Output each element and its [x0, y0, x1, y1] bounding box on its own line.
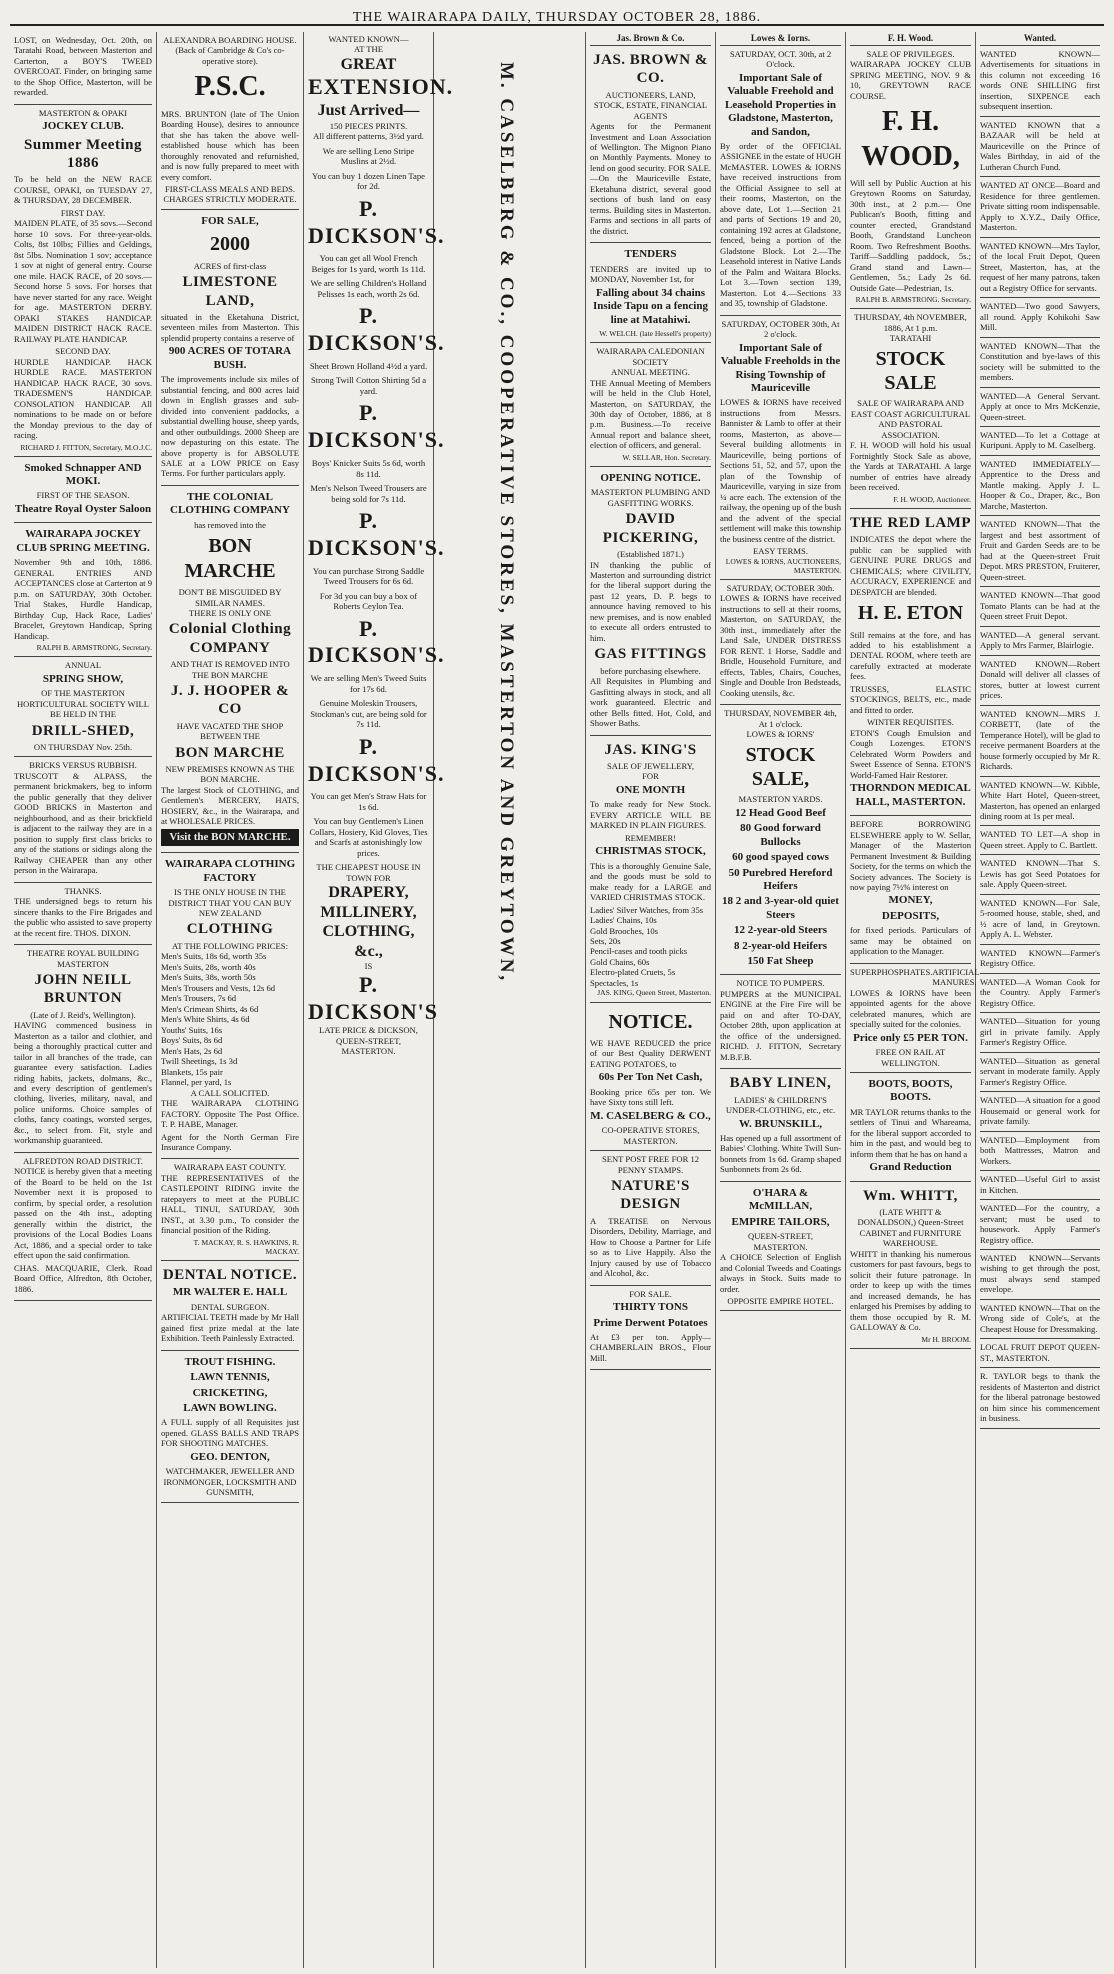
tailor-ad: THEATRE ROYAL BUILDING MASTERTON JOHN NEILL BRUNTON (Late of J. Reid's, Wellington). HAVING commenced business in Masterton as a tailor and clothier, and being a thoroughly practical cutter and tailor in all branches of the trade, can guarantee every satisfaction. Ladies riding habits, jackets, dolmans, &c., and every description of gentlemen's clothing, liveries, military, naval, and police uniforms. Choice samples of cloths, fancy coatings, worsted serges, &c., to select from. Fit, style and workmanship guaranteed.: [14, 945, 152, 1153]
dickson-block: Strong Twill Cotton Shirting 5d a yard.: [310, 375, 427, 396]
bricks-ad: BRICKS VERSUS RUBBISH. TRUSCOTT & ALPASS, the permanent brickmakers, beg to inform the public generally that they deliver GOOD BRICKS in Masterton and neighbourhood, and as their brickfield is adjacent to the railway they are in a position to supply first class bricks to any of the stations or sidings along the Railway CHEAPER than any other person in the Wairarapa.: [14, 757, 152, 882]
dickson-block: You can get all Wool French Beiges for 1s yard, worth 1s 11d.: [311, 253, 426, 274]
wanted-item: WANTED KNOWN—Advertisements for situations in this column not exceeding 16 words ONE SHILLING first insertion, SIXPENCE each subsequent insertion.: [980, 46, 1100, 117]
manure-ad: SUPERPHOSPHATES. ARTIFICIAL MANURES. LOWES & IORNS have been appointed agents for the above celebrated manures, which are specially suited for the colonies. Price only £5 PER TON. FREE ON RAIL AT WELLINGTON.: [850, 964, 971, 1073]
price-row: Ladies' Chains, 10s: [590, 915, 657, 926]
masthead: THE WAIRARAPA DAILY, THURSDAY OCTOBER 28, 1886.: [10, 4, 1104, 26]
column-5: Jas. Brown & Co. JAS. BROWN & CO. AUCTIONEERS, LAND, STOCK, ESTATE, FINANCIAL AGENTS Agents for the Permanent Investment and Loan Association of Wellington. The Mignon Piano on Monthly Payments. Money to lend on good security. FOR SALE.—On the Mauriceville Estate, Eketahuna district, several good sections of bush land on easy terms. Building sites in Masterton. Farms and sections in all parts of the district. TENDERS TENDERS are invited up to MONDAY, November 1st, for Falling about 34 chains Inside Tapu on a fencing line at Matahiwi. W. WELCH. (late Hessell's property) WAIRARAPA CALEDONIAN SOCIETY ANNUAL MEETING. THE Annual Meeting of Members will be held in the Club Hotel, Masterton, on SATURDAY, the 30th day of October, 1886, at 8 p.m. Business.—To receive Annual report and balance sheet, election of officers, and general. W. SELLAR, Hon. Secretary. OPENING NOTICE. MASTERTON PLUMBING AND GASFITTING WORKS. DAVID PICKERING, (Established 1871.) IN thanking the public of Masterton and surrounding district for the liberal support during the past 12 years, D. P. begs to announce having removed to his new premises, and is now enabled to execute all orders entrusted to him. GAS FITTINGS before purchasing elsewhere. All Requisites in Plumbing and Gasfitting always in stock, and all work guaranteed. Electric and other Bells fitted. Hot, Cold, and Shower Baths. JAS. KING'S SALE OF JEWELLERY, FOR ONE MONTH To make ready for New Stock. EVERY ARTICLE WILL BE MARKED IN PLAIN FIGURES. REMEMBER! CHRISTMAS STOCK, This is a thoroughly Genuine Sale, and the goods must be sold to make ready for a LARGE and VARIED CHRISTMAS STOCK. Ladies' Silver Watches, from 35s Ladies' Chains, 10s Gold Brooches, 10s Sets, 20s Pencil-cases and tooth picks Gold Chains, 60s Electro-plated Cruets, 5s Spectacles, 1s JAS. KING, Queen Street, Masterton. NOTICE. WE HAVE REDUCED the price of our Best Quality DERWENT EATING POTATOES, to 60s Per Ton Net Cash, Booking price 65s per ton. We have Sixty tons still left. M. CASELBERG & CO., CO-OPERATIVE STORES, MASTERTON. SENT POST FREE FOR 12 PENNY STAMPS. NATURE'S DESIGN A TREATISE on Nervous Disorders, Debility, Marriage, and How to Choose a Partner for Life so as to Live Happily. Also the Injury caused by use of Tobacco and Alcohol, &c. FOR SALE. THIRTY TONS Prime Derwent Potatoes At £3 per ton. Apply— CHAMBERLAIN BROS., Flour Mill.: [586, 32, 716, 1968]
price-row: Men's Hats, 2s 6d: [161, 1045, 223, 1056]
schnapper-ad: Smoked Schnapper AND MOKI. FIRST OF THE SEASON. Theatre Royal Oyster Saloon: [14, 457, 152, 524]
dickson-block: You can get Men's Straw Hats for 1s 6d.: [310, 791, 427, 812]
wanted-item: WANTED—For the country, a servant; must be used to housework. Apply Farmer's Registry office.: [980, 1200, 1100, 1250]
stock-row: 12 2-year-old Steers: [733, 924, 828, 937]
price-row: Men's White Shirts, 4s 6d: [161, 1014, 250, 1025]
price-row: Pencil-cases and tooth picks: [590, 946, 688, 957]
price-list: [161, 951, 299, 1087]
land-sale-ad: FOR SALE, 2000 ACRES of first-class LIMESTONE LAND, situated in the Eketahuna District, seventeen miles from Masterton. This splendid property contains a reserve of 900 ACRES OF TOTARA BUSH. The improvements include six miles of substantial fencing, and 800 acres laid down in English grasses and sub-divided into convenient paddocks, a substantial dwelling house, sheep yards, and other outbuildings. 2000 Sheep are now depasturing on this estate. The above property is for ABSOLUTE SALE at a LOW PRICE on Easy Terms. For further particulars apply.: [161, 210, 299, 486]
wjc-spring-ad: WAIRARAPA JOCKEY CLUB SPRING MEETING. November 9th and 10th, 1886. GENERAL ENTRIES AND ACCEPTANCES close at Carterton at 9 p.m. on SATURDAY, 30th October. Trial Stakes, Hurdle Handicap, Birthday Cup, Hack Race, Ladies' Bracelet, Greytown Handicap, Spring Handicap. RALPH B. ARMSTRONG, Secretary.: [14, 523, 152, 657]
column-4-vertical-ad: [434, 32, 586, 1968]
lost-notice: LOST, on Wednesday, Oct. 20th, on Taratahi Road, between Masterton and Carterton, a BOY'S TWEED OVERCOAT. Finder, on bringing same to the Shop Office, Masterton, will be rewarded.: [14, 32, 152, 105]
stock-row: 12 Head Good Beef: [735, 806, 826, 819]
stock-row: 8 2-year-old Heifers: [733, 939, 828, 952]
dickson-block: P. DICKSON'S.: [308, 303, 445, 356]
wanted-item: WANTED—Two good Sawyers, all round. Apply Kohikohi Saw Mill.: [980, 298, 1100, 337]
stock-row: 50 Purebred Hereford Heifers: [728, 866, 833, 892]
dickson-block: P. DICKSON'S.: [308, 195, 445, 248]
chemist-ad: THE RED LAMP INDICATES the depot where the public can be supplied with GENUINE PURE DRUGS and CHEMICALS; where CIVILITY, ACCURACY, EXPERIENCE and DESPATCH are blended. H. E. ETON Still remains at the fore, and has added to his establishment a DENTAL ROOM, where teeth are carefully extracted at moderate fees. TRUSSES, ELASTIC STOCKINGS, BELTS, etc., made and fitted to order. WINTER REQUISITES. ETON'S Cough Emulsion and Cough Lozenges. ETON'S Celebrated Worm Powders and Sweet Essence of Senna. ETON'S World-Famed Hair Restorer. THORNDON MEDICAL HALL, MASTERTON.: [850, 509, 971, 816]
wanted-item: WANTED KNOWN—MRS J. CORBETT, (late of the Temperance Hotel), will be glad to receive permanent Boarders at the house formerly occupied by Mr R. Richards.: [980, 706, 1100, 777]
dickson-block: Genuine Moleskin Trousers, Stockman's cut, are being sold for 7s 11d.: [310, 698, 427, 730]
spring-show-ad: ANNUAL SPRING SHOW, OF THE MASTERTON HORTICULTURAL SOCIETY WILL BE HELD IN THE DRILL-SHED, ON THURSDAY Nov. 25th.: [14, 657, 152, 757]
building-society-ad: BEFORE BORROWING ELSEWHERE apply to W. Sellar, Manager of the Masterton Permanent Investment & Building Society, for the terms on which the Society advances. The Society is now paying 7½% interest on MONEY, DEPOSITS, for fixed periods. Particulars of same may be obtained on application to the Manager.: [850, 816, 971, 964]
dickson-block: P. DICKSON'S.: [308, 508, 445, 560]
clothing-factory-ad: WAIRARAPA CLOTHING FACTORY IS THE ONLY HOUSE IN THE DISTRICT THAT YOU CAN BUY NEW ZEALAND CLOTHING AT THE FOLLOWING PRICES: Men's Suits, 18s 6d, worth 35s Men's Suits, 28s, worth 40s Men's Suits, 38s, worth 50s Men's Trousers and Vests, 12s 6d Men's Trousers, 7s 6d Men's Crimean Shirts, 4s 6d Men's White Shirts, 4s 6d Youths' Suits, 16s Boys' Suits, 8s 6d Men's Hats, 2s 6d Twill Sheetings, 1s 3d Blankets, 15s pair Flannel, per yard, 1s A CALL SOLICITED. THE WAIRARAPA CLOTHING FACTORY. Opposite The Post Office. T. P. HABE, Manager. Agent for the North German Fire Insurance Company.: [161, 853, 299, 1159]
price-row: Men's Trousers, 7s 6d: [161, 993, 237, 1004]
wanted-item: WANTED KNOWN—For Sale, 5-roomed house, stable, shed, and ½ acre of land, in Greytown. Apply A. L. Webster.: [980, 895, 1100, 945]
dickson-block: You can buy Gentlemen's Linen Collars, Hosiery, Kid Gloves, Ties and Scarfs at astonishingly low prices.: [309, 816, 428, 858]
wanted-list: [980, 46, 1100, 1429]
dickson-block: For 3d you can buy a box of Roberts Ceylon Tea.: [319, 590, 418, 612]
wanted-item: WANTED KNOWN—That the Constitution and bye-laws of this society will be submitted to the members.: [980, 338, 1100, 388]
wanted-item: WANTED KNOWN—That S. Lewis has got Seed Potatoes for sale. Apply Queen-street.: [980, 855, 1100, 894]
stock-sale-ad: THURSDAY, NOVEMBER 4th, At 1 o'clock. LOWES & IORNS' STOCK SALE, MASTERTON YARDS. 12 Head Good Beef 80 Good forward Bullocks 60 good spayed cows 50 Purebred Hereford Heifers 18 2 and 3-year-old quiet Steers 12 2-year-old Steers 8 2-year-old Heifers 150 Fat Sheep: [720, 705, 841, 975]
jewellery-price-list: [590, 905, 711, 989]
stock-row: 18 2 and 3-year-old quiet Steers: [722, 895, 839, 921]
wanted-item: WANTED—To let a Cottage at Kuripuni. Apply to M. Caselberg.: [980, 427, 1100, 456]
column-6: Lowes & Iorns. SATURDAY, OCT. 30th, at 2 O'clock. Important Sale of Valuable Freehold and Leasehold Properties in Gladstone, Masterton, and Sandon, By order of the OFFICIAL ASSIGNEE in the estate of HUGH McMASTER. LOWES & IORNS have received instructions from the Official Assignee to sell at their rooms, Masterton, on the above date, Lot 1.—Section 21 and parts of Sections 19 and 20, containing 192 acres at Gladstone, fenced, being a portion of the Gladstone Block. Lot 2.—The Leasehold interest in Native Lands of the Palm and Waitara Blocks. Lot 3.—Town section 139, Masterton. Lot 4.—Sections 33 and 35, township of Gladstone. SATURDAY, OCTOBER 30th, At 2 o'clock. Important Sale of Valuable Freeholds in the Rising Township of Mauriceville LOWES & IORNS have received instructions from Messrs. Bannister & Lamb to offer at their rooms, Masterton, as above— Several building allotments in Mauriceville, being portions of Sections 51, 52, and 57, upon the plan of the Township of Mauriceville, varying in size from ¼ acre each. The extension of the railway, the opening up of the bush and the advent of the special settlement will make this township the business centre of the district. EASY TERMS. LOWES & IORNS, AUCTIONEERS, MASTERTON. SATURDAY, OCTOBER 30th. LOWES & IORNS have received instructions to sell at their rooms, Masterton, on SATURDAY, the 30th inst., immediately after the Land Sale, UNDER DISTRESS FOR RENT. 1 Horse, Saddle and Bridle, Household Furniture, and effects, Tables, Chairs, Couches, Single and Double Iron Bedsteads, Cooking utensils, &c. THURSDAY, NOVEMBER 4th, At 1 o'clock. LOWES & IORNS' STOCK SALE, MASTERTON YARDS. 12 Head Good Beef 80 Good forward Bullocks 60 good spayed cows 50 Purebred Hereford Heifers 18 2 and 3-year-old quiet Steers 12 2-year-old Steers 8 2-year-old Heifers 150 Fat Sheep NOTICE TO PUMPERS. PUMPERS at the MUNICIPAL ENGINE at the Fire Fire will be paid on and after TO-DAY, October 28th, upon application at the office of the undersigned. RICHD. J. FITTON, Secretary M.B.F.B. BABY LINEN, LADIES' & CHILDREN'S UNDER-CLOTHING, etc., etc. W. BRUNSKILL, Has opened up a full assortment of Babies' Clothing. White Twill Sun-bonnets from 1s 6d. Gramp shaped Sunbonnets from 2s 6d. O'HARA & McMILLAN, EMPIRE TAILORS, QUEEN-STREET, MASTERTON. A CHOICE Selection of English and Colonial Tweeds and Coatings always in Stock. Suits made to order. OPPOSITE EMPIRE HOTEL.: [716, 32, 846, 1968]
stock-row: 80 Good forward Bullocks: [740, 822, 821, 848]
price-row: Men's Suits, 28s, worth 40s: [161, 961, 256, 972]
boots-ad: BOOTS, BOOTS, BOOTS. MR TAYLOR returns thanks to the settlers of Tinui and Whareama, for the liberal support accorded to him in the past, and would beg to inform them that he has on hand a Grand Reduction: [850, 1073, 971, 1182]
wanted-item: WANTED KNOWN—That the largest and best assortment of Fruit and Garden Seeds are to be had at the Queen-street Fruit Depot. MRS PRESTON, Fruiterer, Queen-street.: [980, 516, 1100, 587]
brown-ad: JAS. BROWN & CO. AUCTIONEERS, LAND, STOCK, ESTATE, FINANCIAL AGENTS Agents for the Permanent Investment and Loan Association of Wellington. The Mignon Piano on Monthly Payments. Money to lend on good security. FOR SALE.—On the Mauriceville Estate, Eketahuna district, several good sections of bush land on easy terms. Building sites in Masterton. Farms and sections in all parts of the district.: [590, 46, 711, 243]
pumpers-notice: NOTICE TO PUMPERS. PUMPERS at the MUNICIPAL ENGINE at the Fire Fire will be paid on and after TO-DAY, October 28th, upon application at the office of the undersigned. RICHD. J. FITTON, Secretary M.B.F.B.: [720, 975, 841, 1069]
wanted-item: WANTED TO LET—A shop in Queen street. Apply to C. Bartlett.: [980, 826, 1100, 855]
dickson-block: P. DICKSON'S.: [308, 615, 445, 668]
dental-ad: DENTAL NOTICE. MR WALTER E. HALL DENTAL SURGEON. ARTIFICIAL TEETH made by Mr Hall gained first prize medal at the late Exhibition. Teeth Painlessly Extracted.: [161, 1261, 299, 1351]
dickson-block: We are selling Leno Stripe Muslins at 2½d.: [322, 145, 415, 167]
dickson-block: You can buy 1 dozen Linen Tape for 2d.: [312, 170, 425, 192]
columns: [10, 32, 1104, 1968]
jockey-club-ad: MASTERTON & OPAKI JOCKEY CLUB. Summer Meeting 1886 To be held on the NEW RACE COURSE, OPAKI, on TUESDAY 27, & THURSDAY, 28 DECEMBER. FIRST DAY. MAIDEN PLATE, of 35 sovs.—Second horse 10 sovs. For three-year-olds. Colts, 8st 10lbs; Fillies and Geldings, 8st 5lbs. Nomination 1 sov; acceptance 1 sov at night of general entry. Course one mile. HACK RACE, of 20 sovs.—Second horse 5 sovs. For horses that have never started for any race. Weight for age. MASTERTON DERBY. OPAKI STAKES HANDICAP. MAIDEN DISTRICT HACK RACE. RAILWAY PLATE HANDICAP. SECOND DAY. HURDLE HANDICAP. HACK HURDLE RACE. MASTERTON HANDICAP. HACK RACE, 30 sovs. TRADESMEN'S HANDICAP. CONSOLATION HANDICAP. All nominations to be made on or before the Monday previous to the day of racing. RICHARD J. FITTON, Secretary, M.O.J.C.: [14, 105, 152, 457]
tailors-ad: O'HARA & McMILLAN, EMPIRE TAILORS, QUEEN-STREET, MASTERTON. A CHOICE Selection of English and Colonial Tweeds and Coatings always in Stock. Suits made to order. OPPOSITE EMPIRE HOTEL.: [720, 1182, 841, 1312]
wanted-item: WANTED—Useful Girl to assist in Kitchen.: [980, 1171, 1100, 1200]
price-row: Blankets, 15s pair: [161, 1066, 223, 1077]
price-row: Twill Sheetings, 1s 3d: [161, 1056, 238, 1067]
dickson-block: You can purchase Strong Saddle Tweed Trousers for 6s 6d.: [312, 565, 425, 587]
wanted-item: WANTED—Situation as general servant in moderate family. Apply Farmer's Registry Office.: [980, 1053, 1100, 1092]
baby-linen-ad: BABY LINEN, LADIES' & CHILDREN'S UNDER-CLOTHING, etc., etc. W. BRUNSKILL, Has opened up a full assortment of Babies' Clothing. White Twill Sun-bonnets from 1s 6d. Gramp shaped Sunbonnets from 2s 6d.: [720, 1069, 841, 1182]
price-row: Sets, 20s: [590, 936, 621, 946]
column-2: [157, 32, 304, 1968]
dickson-block: Sheet Brown Holland 4½d a yard.: [309, 360, 428, 371]
east-county-ad: WAIRARAPA EAST COUNTY. THE REPRESENTATIVES of the CASTLEPOINT RIDING invite the ratepayers to meet at the PUBLIC HALL, TINUI, SATURDAY, 30th INST., at 3.30 p.m., To consider the financial position of the Riding. T. MACKAY, R. S. HAWKINS, R. MACKAY.: [161, 1159, 299, 1261]
wanted-item: WANTED KNOWN—Farmer's Registry Office.: [980, 945, 1100, 974]
column-7: F. H. Wood. SALE OF PRIVILEGES. WAIRARAPA JOCKEY CLUB SPRING MEETING, NOV. 9 & 10, GREYTOWN RACE COURSE. F. H. WOOD, Will sell by Public Auction at his Greytown Rooms on Saturday, 30th inst., at 2 p.m.— One Publican's Booth, fitting and counter erected, Grandstand Booth, Grandstand Luncheon Room. Two Refreshment Booths. Tariff—Saddling paddock, 5s.; Grand stand and Lawn—Gentlemen, 5s.; Lady 2s 6d. Outside Gate—Pedestrian, 1s. RALPH B. ARMSTRONG. Secretary. THURSDAY, 4th NOVEMBER, 1886, At 1 p.m. TARATAHI STOCK SALE SALE OF WAIRARAPA AND EAST COAST AGRICULTURAL AND PASTORAL ASSOCIATION. F. H. WOOD will hold his usual Fortnightly Stock Sale as above, the Yards at TARATAHI. A large number of entries have already been received. F. H. WOOD, Auctioneer. THE RED LAMP INDICATES the depot where the public can be supplied with GENUINE PURE DRUGS and CHEMICALS; where CIVILITY, ACCURACY, EXPERIENCE and DESPATCH are blended. H. E. ETON Still remains at the fore, and has added to his establishment a DENTAL ROOM, where teeth are carefully extracted at moderate fees. TRUSSES, ELASTIC STOCKINGS, BELTS, etc., made and fitted to order. WINTER REQUISITES. ETON'S Cough Emulsion and Cough Lozenges. ETON'S Celebrated Worm Powders and Sweet Essence of Senna. ETON'S World-Famed Hair Restorer. THORNDON MEDICAL HALL, MASTERTON. BEFORE BORROWING ELSEWHERE apply to W. Sellar, Manager of the Masterton Permanent Investment & Building Society, for the terms on which the Society advances. The Society is now paying 7½% interest on MONEY, DEPOSITS, for fixed periods. Particulars of same may be obtained on application to the Manager. SUPERPHOSPHATES. ARTIFICIAL MANURES. LOWES & IORNS have been appointed agents for the above celebrated manures, which are specially suited for the colonies. Price only £5 PER TON. FREE ON RAIL AT WELLINGTON. BOOTS, BOOTS, BOOTS. MR TAYLOR returns thanks to the settlers of Tinui and Whareama, for the liberal support accorded to him in the past, and would beg to inform them that he has on hand a Grand Reduction Wm. WHITT, (LATE WHITT & DONALDSON,) Queen-Street CABINET and FURNITURE WAREHOUSE. WHITT in thanking his numerous customers for past favours, begs to solicit their future patronage. In order to keep up with the times and increased demands, he has enlarged his Premises by adding to them those occupied by R. M. GALLOWAY & Co. Mr H. BROOM.: [846, 32, 976, 1968]
privileges-sale-ad: SALE OF PRIVILEGES. WAIRARAPA JOCKEY CLUB SPRING MEETING, NOV. 9 & 10, GREYTOWN RACE COURSE. F. H. WOOD, Will sell by Public Auction at his Greytown Rooms on Saturday, 30th inst., at 2 p.m.— One Publican's Booth, fitting and counter erected, Grandstand Booth, Grandstand Luncheon Room. Two Refreshment Booths. Tariff—Saddling paddock, 5s.; Grand stand and Lawn—Gentlemen, 5s.; Lady 2s 6d. Outside Gate—Pedestrian, 1s. RALPH B. ARMSTRONG. Secretary.: [850, 46, 971, 309]
taratahi-stock-ad: THURSDAY, 4th NOVEMBER, 1886, At 1 p.m. TARATAHI STOCK SALE SALE OF WAIRARAPA AND EAST COAST AGRICULTURAL AND PASTORAL ASSOCIATION. F. H. WOOD will hold his usual Fortnightly Stock Sale as above, the Yards at TARATAHI. A large number of entries have already been received. F. H. WOOD, Auctioneer.: [850, 309, 971, 509]
stock-row: 150 Fat Sheep: [747, 954, 814, 967]
wanted-item: WANTED KNOWN that a BAZAAR will be held at Mauriceville on the Prince of Wales Birthday, in aid of the Lutheran Church Fund.: [980, 117, 1100, 177]
tenders-ad: TENDERS TENDERS are invited up to MONDAY, November 1st, for Falling about 34 chains Inside Tapu on a fencing line at Matahiwi. W. WELCH. (late Hessell's property): [590, 243, 711, 343]
price-row: Men's Suits, 38s, worth 50s: [161, 972, 256, 983]
price-row: Electro-plated Cruets, 5s: [590, 967, 676, 978]
price-row: Men's Suits, 18s 6d, worth 35s: [161, 951, 267, 962]
column-3: [304, 32, 454, 1968]
dickson-block: Men's Nelson Tweed Trousers are being sold for 7s 11d.: [310, 483, 427, 504]
wanted-item: WANTED AT ONCE—Board and Residence for three gentlemen. Private sitting room indispensable. Apply to X.Y.Z., Daily Office, Masterton.: [980, 177, 1100, 237]
boarding-house-ad: ALEXANDRA BOARDING HOUSE. (Back of Cambridge & Co's co-operative store). P.S.C. MRS. BRUNTON (late of The Union Boarding House), desires to announce that she has taken the above well-established house which has been thoroughly renovated and refurnished, and is now fully prepared to meet with every comfort. FIRST-CLASS MEALS AND BEDS. CHARGES STRICTLY MODERATE.: [161, 32, 299, 210]
price-row: Gold Chains, 60s: [590, 956, 650, 967]
wanted-item: WANTED—Employment from both Mattresses, Matron and Workers.: [980, 1132, 1100, 1171]
stock-list: [720, 807, 841, 968]
dickson-block: P. DICKSON'S.: [308, 400, 445, 453]
dickson-block: We are selling Men's Tweed Suits for 17s 6d.: [310, 673, 427, 694]
wanted-item: WANTED KNOWN—That good Tomato Plants can be had at the Queen street Fruit Depot.: [980, 587, 1100, 626]
colonial-clothing-ad: THE COLONIAL CLOTHING COMPANY has removed into the BON MARCHE DON'T BE MISGUIDED BY SIMILAR NAMES. THERE IS ONLY ONE Colonial Clothing COMPANY AND THAT IS REMOVED INTO THE BON MARCHE J. J. HOOPER & CO HAVE VACATED THE SHOP BETWEEN THE BON MARCHE NEW PREMISES KNOWN AS THE BON MARCHE. The largest Stock of CLOTHING, and Gentlemen's MERCERY, HATS, HOSIERY, &c., in the Wairarapa, and at WHOLESALE PRICES. Visit the BON MARCHE.: [161, 486, 299, 853]
stock-row: 60 good spayed cows: [732, 851, 829, 864]
wanted-item: WANTED KNOWN—Robert Donald will deliver all classes of stores, butter at lowest current prices.: [980, 656, 1100, 706]
dickson-blocks: [308, 144, 445, 860]
potato-notice-ad: NOTICE. WE HAVE REDUCED the price of our Best Quality DERWENT EATING POTATOES, to 60s Per Ton Net Cash, Booking price 65s per ton. We have Sixty tons still left. M. CASELBERG & CO., CO-OPERATIVE STORES, MASTERTON.: [590, 1003, 711, 1152]
furniture-warehouse-ad: Wm. WHITT, (LATE WHITT & DONALDSON,) Queen-Street CABINET and FURNITURE WAREHOUSE. WHITT in thanking his numerous customers for past favours, begs to solicit their future patronage. In order to keep up with the times and increased demands, he has enlarged his Premises by adding to them those occupied by R. M. GALLOWAY & Co. Mr H. BROOM.: [850, 1182, 971, 1349]
dickson-block: P. DICKSON'S.: [308, 733, 445, 786]
wanted-item: WANTED—Situation for young girl in private family. Apply Farmer's Registry Office.: [980, 1013, 1100, 1052]
column-8: Wanted. WANTED KNOWN—Advertisements for situations in this column not exceeding 16 words ONE SHILLING first insertion, SIXPENCE each subsequent insertion. WANTED KNOWN that a BAZAAR will be held at Mauriceville on the Prince of Wales Birthday, in aid of the Lutheran Church Fund. WANTED AT ONCE—Board and Residence for three gentlemen. Private sitting room indispensable. Apply to X.Y.Z., Daily Office, Masterton. WANTED KNOWN—Mrs Taylor, of the local Fruit Depot, Queen Street, Masterton, has, at the request of her many patrons, taken out a Registry Office for servants. WANTED—Two good Sawyers, all round. Apply Kohikohi Saw Mill. WANTED KNOWN—That the Constitution and bye-laws of this society will be submitted to the members. WANTED—A General Servant. Apply at once to Mrs McKenzie, Queen-street. WANTED—To let a Cottage at Kuripuni. Apply to M. Caselberg. WANTED IMMEDIATELY—Apprentice to the Dress and Mantle making. Apply J. L. Hooper & Co., Draper, &c., Bon Marche, Masterton. WANTED KNOWN—That the largest and best assortment of Fruit and Garden Seeds are to be had at the Queen-street Fruit Depot. MRS PRESTON, Fruiterer, Queen-street. WANTED KNOWN—That good Tomato Plants can be had at the Queen street Fruit Depot. WANTED—A general servant. Apply to Mrs Farmer, Blairlogie. WANTED KNOWN—Robert Donald will deliver all classes of stores, butter at lowest current prices. WANTED KNOWN—MRS J. CORBETT, (late of the Temperance Hotel), will be glad to receive permanent Boarders at the house formerly occupied by Mr R. Richards. WANTED KNOWN—W. Kibble, White Hart Hotel, Queen-street, Masterton, has opened an enlarged dining room at 1s per meal. WANTED TO LET—A shop in Queen street. Apply to C. Bartlett. WANTED KNOWN—That S. Lewis has got Seed Potatoes for sale. Apply Queen-street. WANTED KNOWN—For Sale, 5-roomed house, stable, shed, and ½ acre of land, in Greytown. Apply A. L. Webster. WANTED KNOWN—Farmer's Registry Office. WANTED—A Woman Cook for the Country. Apply Farmer's Registry Office. WANTED—Situation for young girl in private family. Apply Farmer's Registry Office. WANTED—Situation as general servant in moderate family. Apply Farmer's Registry Office. WANTED—A situation for a good Housemaid or general work for private family. WANTED—Employment from both Mattresses, Matron and Workers. WANTED—Useful Girl to assist in Kitchen. WANTED—For the country, a servant; must be used to housework. Apply Farmer's Registry office. WANTED KNOWN—Servants wishing to get through the post, must always send stamped envelope. WANTED KNOWN—That on the Wrong side of Cole's, at the Cheapest House for Dressmaking. LOCAL FRUIT DEPOT QUEEN-ST., MASTERTON. R. TAYLOR begs to thank the residents of Masterton and district for the liberal patronage bestowed on him since his commencement in business.: [976, 32, 1104, 1968]
furniture-sale-ad: SATURDAY, OCTOBER 30th. LOWES & IORNS have received instructions to sell at their rooms, Masterton, on SATURDAY, the 30th inst., immediately after the Land Sale, UNDER DISTRESS FOR RENT. 1 Horse, Saddle and Bridle, Household Furniture, and effects, Tables, Chairs, Couches, Single and Double Iron Bedsteads, Cooking utensils, &c.: [720, 580, 841, 705]
thanks-ad: THANKS. THE undersigned begs to return his sincere thanks to the Fire Brigades and the public who assisted to save property at the recent fire. THOS. DIXON.: [14, 883, 152, 945]
plumbing-ad: OPENING NOTICE. MASTERTON PLUMBING AND GASFITTING WORKS. DAVID PICKERING, (Established 1871.) IN thanking the public of Masterton and surrounding district for the liberal support during the past 12 years, D. P. begs to announce having removed to his new premises, and is now enabled to execute all orders entrusted to him. GAS FITTINGS before purchasing elsewhere. All Requisites in Plumbing and Gasfitting always in stock, and all work guaranteed. Electric and other Bells fitted. Hot, Cold, and Shower Baths.: [590, 467, 711, 736]
price-row: Spectacles, 1s: [590, 977, 639, 988]
price-row: Gold Brooches, 10s: [590, 925, 659, 936]
wanted-item: R. TAYLOR begs to thank the residents of Masterton and district for the liberal patronage bestowed on him since his commencement in business.: [980, 1368, 1100, 1428]
dickson-footer: THE CHEAPEST HOUSE IN TOWN FOR DRAPERY, MILLINERY, CLOTHING, &c., IS P. DICKSON'S LATE PRICE & DICKSON, QUEEN-STREET, MASTERTON.: [308, 862, 439, 1057]
price-row: Youths' Suits, 16s: [161, 1024, 223, 1035]
dickson-header: WANTED KNOWN— AT THE GREAT EXTENSION. Just Arrived— 150 PIECES PRINTS. All different patterns, 3½d yard.: [308, 34, 454, 142]
price-row: Men's Trousers and Vests, 12s 6d: [161, 982, 276, 993]
mauriceville-sale-ad: SATURDAY, OCTOBER 30th, At 2 o'clock. Important Sale of Valuable Freeholds in the Rising Township of Mauriceville LOWES & IORNS have received instructions from Messrs. Bannister & Lamb to offer at their rooms, Masterton, as above— Several building allotments in Mauriceville, being portions of Sections 51, 52, and 57, upon the plan of the Township of Mauriceville, varying in size from ¼ acre each. The extension of the railway, the opening up of the bush and the advent of the special settlement will make this township the business centre of the district. EASY TERMS. LOWES & IORNS, AUCTIONEERS, MASTERTON.: [720, 316, 841, 580]
nature-design-ad: SENT POST FREE FOR 12 PENNY STAMPS. NATURE'S DESIGN A TREATISE on Nervous Disorders, Debility, Marriage, and How to Choose a Partner for Life so as to Live Happily. Also the Injury caused by use of Tobacco and Alcohol, &c.: [590, 1151, 711, 1285]
wanted-item: LOCAL FRUIT DEPOT QUEEN-ST., MASTERTON.: [980, 1339, 1100, 1368]
wanted-item: WANTED—A general servant. Apply to Mrs Farmer, Blairlogie.: [980, 627, 1100, 656]
wanted-item: WANTED KNOWN—Servants wishing to get through the post, must always send stamped envelope.: [980, 1250, 1100, 1300]
jewellery-ad: JAS. KING'S SALE OF JEWELLERY, FOR ONE MONTH To make ready for New Stock. EVERY ARTICLE WILL BE MARKED IN PLAIN FIGURES. REMEMBER! CHRISTMAS STOCK, This is a thoroughly Genuine Sale, and the goods must be sold to make ready for a LARGE and VARIED CHRISTMAS STOCK. Ladies' Silver Watches, from 35s Ladies' Chains, 10s Gold Brooches, 10s Sets, 20s Pencil-cases and tooth picks Gold Chains, 60s Electro-plated Cruets, 5s Spectacles, 1s JAS. KING, Queen Street, Masterton.: [590, 736, 711, 1003]
dickson-block: Boys' Knicker Suits 5s 6d, worth 8s 11d.: [311, 458, 426, 479]
gladstone-sale-ad: SATURDAY, OCT. 30th, at 2 O'clock. Important Sale of Valuable Freehold and Leasehold Properties in Gladstone, Masterton, and Sandon, By order of the OFFICIAL ASSIGNEE in the estate of HUGH McMASTER. LOWES & IORNS have received instructions from the Official Assignee to sell at their rooms, Masterton, on the above date, Lot 1.—Section 21 and parts of Sections 19 and 20, containing 192 acres at Gladstone, fenced, being a portion of the Gladstone Block. Lot 2.—The Leasehold interest in Native Lands of the Palm and Waitara Blocks. Lot 3.—Town section 139, Masterton. Lot 4.—Sections 33 and 35, township of Gladstone.: [720, 46, 841, 316]
dickson-block: We are selling Children's Holland Pelisses 1s each, worth 2s 6d.: [310, 278, 427, 299]
caledonian-ad: WAIRARAPA CALEDONIAN SOCIETY ANNUAL MEETING. THE Annual Meeting of Members will be held in the Club Hotel, Masterton, on SATURDAY, the 30th day of October, 1886, at 8 p.m. Business.—To receive Annual report and balance sheet, election of officers, and general. W. SELLAR, Hon. Secretary.: [590, 343, 711, 467]
wanted-item: WANTED KNOWN—Mrs Taylor, of the local Fruit Depot, Queen Street, Masterton, has, at the request of her many patrons, taken out a Registry Office for servants.: [980, 238, 1100, 298]
price-row: Boys' Suits, 8s 6d: [161, 1035, 223, 1046]
wanted-item: WANTED—A General Servant. Apply at once to Mrs McKenzie, Queen-street.: [980, 388, 1100, 427]
price-row: Ladies' Silver Watches, from 35s: [590, 904, 704, 915]
column-1: [10, 32, 157, 1968]
trout-fishing-ad: TROUT FISHING. LAWN TENNIS, CRICKETING, LAWN BOWLING. A FULL supply of all Requisites just opened. GLASS BALLS AND TRAPS FOR SHOOTING MATCHES. GEO. DENTON, WATCHMAKER, JEWELLER AND IRONMONGER, LOCKSMITH AND GUNSMITH,: [161, 1351, 299, 1503]
wanted-item: WANTED—A situation for a good Housemaid or general work for private family.: [980, 1092, 1100, 1131]
wanted-item: WANTED—A Woman Cook for the Country. Apply Farmer's Registry Office.: [980, 974, 1100, 1013]
wanted-item: WANTED IMMEDIATELY—Apprentice to the Dress and Mantle making. Apply J. L. Hooper & Co., Draper, &c., Bon Marche, Masterton.: [980, 456, 1100, 516]
road-district-ad: ALFREDTON ROAD DISTRICT. NOTICE is hereby given that a meeting of the Board to be held on the 1st November next it is proposed to confirm, by special order, a resolution passed on the 4th inst., adopting generally within the district, the provisions of the Local Bodies Loans Act, 1886, and a special order to take effect upon the said confirmation. CHAS. MACQUARIE, Clerk. Road Board Office, Alfredton, 8th October, 1886.: [14, 1153, 152, 1301]
price-row: Men's Crimean Shirts, 4s 6d: [161, 1003, 259, 1014]
price-row: Flannel, per yard, 1s: [161, 1077, 232, 1088]
caselberg-vertical-text: M. CASELBERG & CO., COOPERATIVE STORES, MASTERTON AND GREYTOWN,: [495, 62, 517, 984]
derwent-potatoes-ad: FOR SALE. THIRTY TONS Prime Derwent Potatoes At £3 per ton. Apply— CHAMBERLAIN BROS., Flour Mill.: [590, 1286, 711, 1371]
wanted-item: WANTED KNOWN—That on the Wrong side of Cole's, at the Cheapest House for Dressmaking.: [980, 1300, 1100, 1339]
wanted-item: WANTED KNOWN—W. Kibble, White Hart Hotel, Queen-street, Masterton, has opened an enlarged dining room at 1s per meal.: [980, 777, 1100, 827]
